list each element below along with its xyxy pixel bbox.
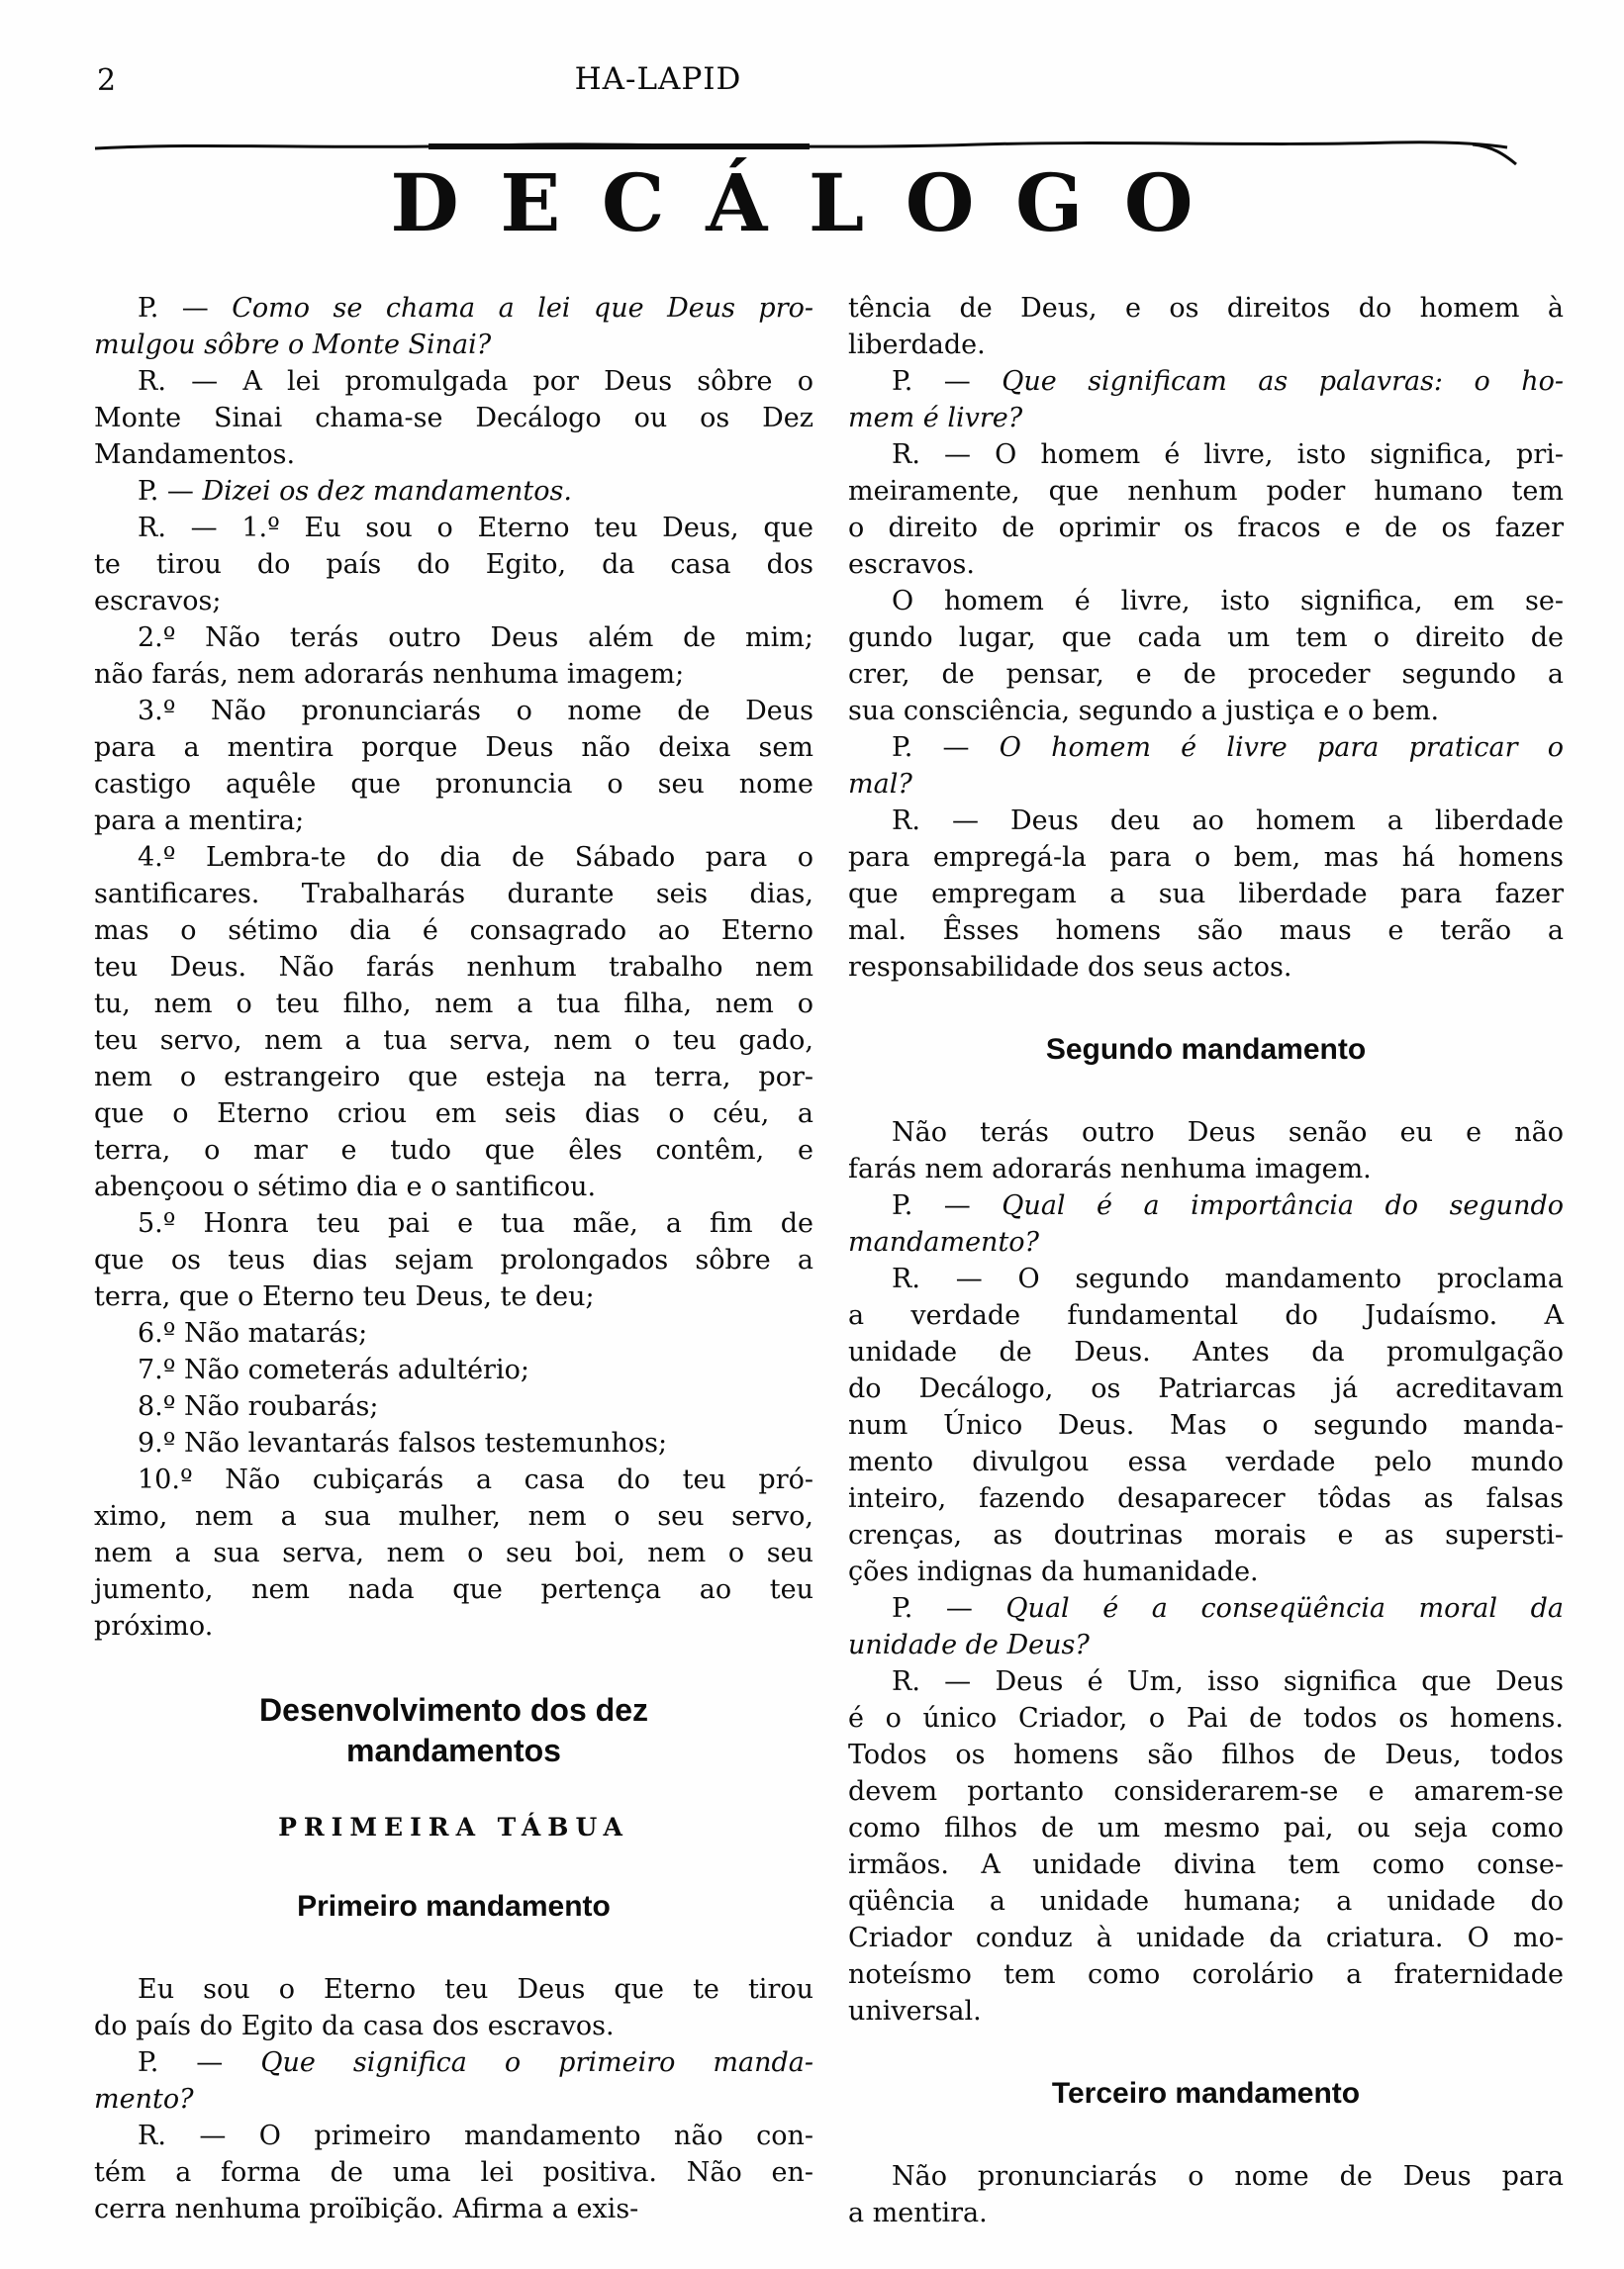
- text-line: [848, 1187, 1564, 1224]
- text-line: [848, 363, 1564, 400]
- text-line: R. — O homem é livre, isto significa, pri-: [892, 439, 1564, 470]
- text-line: castigo aquêle que pronuncia o seu nome: [94, 769, 813, 800]
- text-line: 8.º Não roubarás;: [138, 1391, 379, 1422]
- question-text: Qual é a importância do segundo: [1002, 1190, 1564, 1221]
- text-line: tém a forma de uma lei positiva. Não en-: [94, 2157, 813, 2188]
- text-line: tência de Deus, e os direitos do homem à: [848, 293, 1564, 324]
- question-prefix: P. —: [892, 732, 1000, 763]
- heading-line: mandamentos: [346, 1733, 561, 1768]
- text-line: terra, que o Eterno teu Deus, te deu;: [94, 1281, 595, 1312]
- question-text: O homem é livre para praticar o: [999, 732, 1564, 763]
- text-line: que empregam a sua liberdade para fazer: [848, 879, 1564, 909]
- text-line: O homem é livre, isto significa, em se-: [892, 586, 1564, 616]
- text-line: [848, 729, 1564, 766]
- answer-paragraph: [848, 2158, 1564, 2231]
- question-prefix: P. —: [892, 1593, 1006, 1624]
- text-line: qüência a unidade humana; a unidade do: [848, 1886, 1564, 1917]
- commandment-heading: Segundo mandamento: [1045, 1033, 1367, 1066]
- answer-paragraph: [94, 1388, 813, 1425]
- answer-paragraph: [94, 510, 813, 619]
- text-line: teu Deus. Não farás nenhum trabalho nem: [94, 952, 813, 983]
- text-line: [94, 2044, 813, 2081]
- question-paragraph: [848, 1590, 1564, 1663]
- text-line: inteiro, fazendo desaparecer tôdas as falsas: [848, 1483, 1564, 1514]
- text-line: Monte Sinai chama-se Decálogo ou os Dez: [94, 403, 813, 433]
- text-line: a verdade fundamental do Judaísmo. A: [848, 1300, 1564, 1331]
- text-line: mulgou sôbre o Monte Sinai?: [94, 330, 492, 360]
- text-line: tu, nem o teu filho, nem a tua filha, nem o: [94, 989, 813, 1019]
- text-line: terra, o mar e tudo que êles contêm, e: [94, 1135, 813, 1166]
- text-line: cerra nenhuma proïbição. Afirma a exis-: [94, 2194, 639, 2224]
- answer-paragraph: [94, 1462, 813, 1645]
- text-line: [94, 290, 813, 327]
- question-text: Dizei os dez mandamentos.: [202, 476, 572, 507]
- text-line: 4.º Lembra-te do dia de Sábado para o: [138, 842, 813, 873]
- text-line: mas o sétimo dia é consagrado ao Eterno: [94, 915, 813, 946]
- answer-paragraph: [848, 290, 1564, 363]
- commandment-heading: Terceiro mandamento: [1051, 2077, 1361, 2110]
- text-line: mandamento?: [848, 1227, 1040, 1258]
- question-prefix: P. —: [138, 476, 203, 507]
- text-line: 2.º Não terás outro Deus além de mim;: [138, 622, 813, 653]
- text-line: Criador conduz à unidade da criatura. O mo-: [848, 1923, 1564, 1953]
- text-line: unidade de Deus. Antes da promulgação: [848, 1337, 1564, 1368]
- text-line: 7.º Não cometerás adultério;: [138, 1355, 529, 1385]
- answer-paragraph: [848, 436, 1564, 583]
- text-line: sua consciência, segundo a justiça e o bem.: [848, 696, 1440, 726]
- commandment-heading: Primeiro mandamento: [297, 1890, 611, 1923]
- page-number: 2: [97, 63, 117, 98]
- text-line: crenças, as doutrinas morais e as supersti-: [848, 1520, 1564, 1551]
- answer-paragraph: [94, 1205, 813, 1315]
- text-line: R. — Deus deu ao homem a liberdade: [892, 805, 1564, 836]
- page-title: DECÁLOGO: [390, 156, 1235, 249]
- text-line: 10.º Não cubiçarás a casa do teu pró-: [138, 1465, 813, 1495]
- text-line: R. — O primeiro mandamento não con-: [138, 2121, 813, 2151]
- answer-paragraph: [94, 1971, 813, 2044]
- text-line: gundo lugar, que cada um tem o direito de: [848, 622, 1564, 653]
- text-line: que os teus dias sejam prolongados sôbre a: [94, 1245, 813, 1276]
- text-line: [94, 473, 813, 510]
- heading-line: Desenvolvimento dos dez: [259, 1692, 648, 1728]
- question-paragraph: [848, 363, 1564, 436]
- answer-paragraph: [848, 583, 1564, 729]
- text-line: R. — A lei promulgada por Deus sôbre o: [138, 366, 813, 397]
- text-line: Todos os homens são filhos de Deus, todos: [848, 1740, 1564, 1770]
- text-line: escravos;: [94, 586, 222, 616]
- answer-paragraph: [848, 1663, 1564, 2030]
- answer-paragraph: [848, 1261, 1564, 1590]
- text-line: R. — 1.º Eu sou o Eterno teu Deus, que: [138, 513, 813, 543]
- answer-paragraph: [94, 693, 813, 839]
- question-paragraph: [94, 290, 813, 363]
- text-line: Não pronunciarás o nome de Deus para: [892, 2161, 1564, 2192]
- question-prefix: P. —: [138, 293, 233, 324]
- question-paragraph: [848, 729, 1564, 803]
- text-line: que o Eterno criou em seis dias o céu, a: [94, 1098, 813, 1129]
- text-line: para a mentira porque Deus não deixa sem: [94, 732, 813, 763]
- text-line: como filhos de um mesmo pai, ou seja como: [848, 1813, 1564, 1844]
- answer-paragraph: [94, 839, 813, 1205]
- masthead-title: HA-LAPID: [574, 61, 742, 97]
- text-line: mal?: [848, 769, 912, 800]
- text-line: noteísmo tem como corolário a fraternidade: [848, 1959, 1564, 1990]
- section-heading-main: [114, 1690, 794, 1771]
- question-prefix: P. —: [892, 1190, 1003, 1221]
- text-line: do país do Egito da casa dos escravos.: [94, 2011, 615, 2041]
- text-line: próximo.: [94, 1611, 214, 1642]
- question-text: Que significam as palavras: o ho-: [1002, 366, 1564, 397]
- answer-paragraph: [94, 1425, 813, 1462]
- text-line: abençoou o sétimo dia e o santificou.: [94, 1172, 597, 1202]
- answer-paragraph: [94, 1352, 813, 1388]
- text-line: liberdade.: [848, 330, 986, 360]
- text-line: santificares. Trabalharás durante seis dias,: [94, 879, 813, 909]
- text-line: 3.º Não pronunciarás o nome de Deus: [138, 696, 813, 726]
- text-line: a mentira.: [848, 2198, 988, 2228]
- tablet-heading: PRIMEIRA TÁBUA: [278, 1813, 629, 1842]
- text-line: 6.º Não matarás;: [138, 1318, 368, 1349]
- question-paragraph: [94, 2044, 813, 2118]
- text-line: R. — O segundo mandamento proclama: [892, 1264, 1564, 1294]
- text-line: mal. Êsses homens são maus e terão a: [848, 915, 1564, 946]
- answer-paragraph: [94, 1315, 813, 1352]
- text-line: crer, de pensar, e de proceder segundo a: [848, 659, 1564, 690]
- right-column: [848, 290, 1564, 2231]
- left-column: [94, 290, 813, 2227]
- question-paragraph: [848, 1187, 1564, 1261]
- question-prefix: P. —: [138, 2047, 261, 2078]
- text-line: Não terás outro Deus senão eu e não: [892, 1117, 1564, 1148]
- text-line: é o único Criador, o Pai de todos os homens.: [848, 1703, 1564, 1734]
- text-line: 5.º Honra teu pai e tua mãe, a fim de: [138, 1208, 813, 1239]
- text-line: R. — Deus é Um, isso significa que Deus: [892, 1666, 1564, 1697]
- text-line: Eu sou o Eterno teu Deus que te tirou: [138, 1974, 813, 2005]
- text-line: meiramente, que nenhum poder humano tem: [848, 476, 1564, 507]
- text-line: para a mentira;: [94, 805, 305, 836]
- answer-paragraph: [848, 803, 1564, 986]
- text-line: teu servo, nem a tua serva, nem o teu gado,: [94, 1025, 813, 1056]
- question-text: Que significa o primeiro manda-: [260, 2047, 813, 2078]
- text-line: 9.º Não levantarás falsos testemunhos;: [138, 1428, 668, 1459]
- question-paragraph: [94, 473, 813, 510]
- text-line: ções indignas da humanidade.: [848, 1557, 1259, 1587]
- question-prefix: P. —: [892, 366, 1003, 397]
- answer-paragraph: [94, 2118, 813, 2227]
- answer-paragraph: [848, 1114, 1564, 1187]
- text-line: não farás, nem adorarás nenhuma imagem;: [94, 659, 685, 690]
- text-line: unidade de Deus?: [848, 1630, 1090, 1660]
- text-line: mem é livre?: [848, 403, 1023, 433]
- text-line: te tirou do país do Egito, da casa dos: [94, 549, 813, 580]
- text-line: mento divulgou essa verdade pelo mundo: [848, 1447, 1564, 1477]
- text-line: universal.: [848, 1996, 982, 2027]
- text-line: devem portanto considerarem-se e amarem-se: [848, 1776, 1564, 1807]
- text-line: farás nem adorarás nenhuma imagem.: [848, 1154, 1372, 1184]
- text-line: ximo, nem a sua mulher, nem o seu servo,: [94, 1501, 813, 1532]
- text-line: escravos.: [848, 549, 975, 580]
- text-line: para empregá-la para o bem, mas há homens: [848, 842, 1564, 873]
- text-line: Mandamentos.: [94, 439, 296, 470]
- text-line: do Decálogo, os Patriarcas já acreditavam: [848, 1373, 1564, 1404]
- text-line: nem o estrangeiro que esteja na terra, por-: [94, 1062, 813, 1092]
- answer-paragraph: [94, 619, 813, 693]
- text-line: nem a sua serva, nem o seu boi, nem o seu: [94, 1538, 813, 1568]
- answer-paragraph: [94, 363, 813, 473]
- text-line: o direito de oprimir os fracos e de os fazer: [848, 513, 1564, 543]
- text-line: jumento, nem nada que pertença ao teu: [94, 1574, 813, 1605]
- text-line: irmãos. A unidade divina tem como conse-: [848, 1849, 1564, 1880]
- question-text: Como se chama a lei que Deus pro-: [232, 293, 813, 324]
- text-line: mento?: [94, 2084, 194, 2115]
- text-line: num Único Deus. Mas o segundo manda-: [848, 1410, 1564, 1441]
- question-text: Qual é a conseqüência moral da: [1005, 1593, 1564, 1624]
- text-line: responsabilidade dos seus actos.: [848, 952, 1292, 983]
- text-line: [848, 1590, 1564, 1627]
